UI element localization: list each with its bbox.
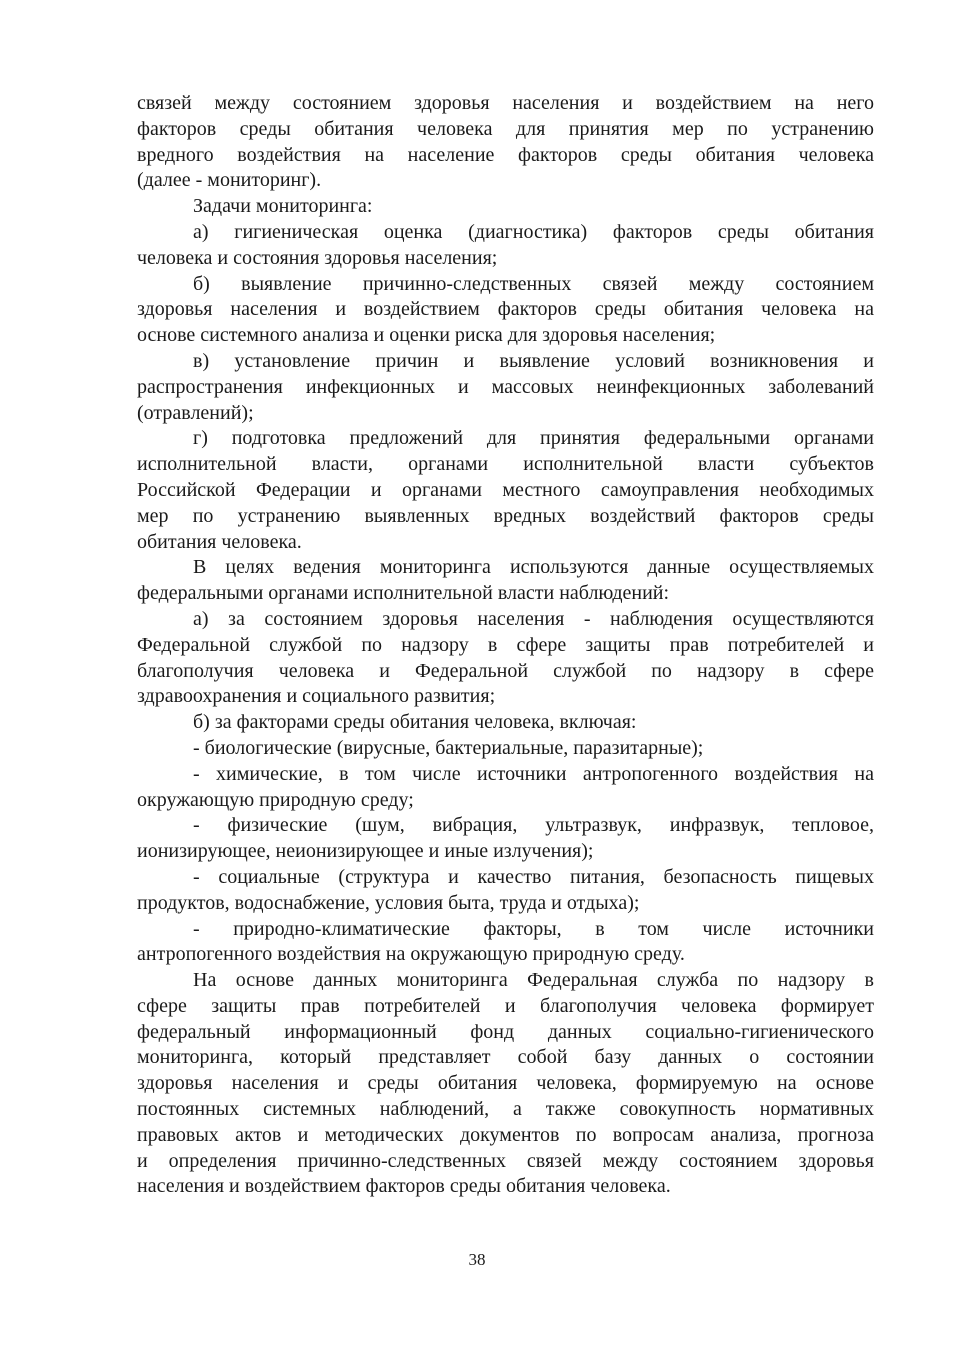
text-line: сфере защиты прав потребителей и благополучия человека формирует — [137, 994, 874, 1017]
paragraph — [137, 349, 874, 426]
text-line: здоровья населения и среды обитания человека, формируемую на основе — [137, 1072, 874, 1095]
text-line: - социальные (структура и качество питания, безопасность пищевых — [193, 865, 874, 888]
paragraph — [137, 917, 874, 969]
text-line: Российской Федерации и органами местного самоуправления необходимых — [137, 478, 874, 501]
text-line: Задачи мониторинга: — [193, 195, 373, 218]
text-line: благополучия человека и Федеральной службой по надзору в сфере — [137, 659, 874, 682]
paragraph — [137, 813, 874, 865]
paragraph — [137, 710, 874, 736]
paragraph — [137, 91, 874, 194]
text-line: и определения причинно-следственных связей между состоянием здоровья — [137, 1149, 874, 1172]
text-line: связей между состоянием здоровья населения и воздействием на него — [137, 92, 874, 114]
text-line: а) гигиеническая оценка (диагностика) факторов среды обитания — [193, 220, 874, 243]
text-line: мер по устранению выявленных вредных воздействий факторов среды — [137, 504, 874, 527]
paragraph — [137, 272, 874, 349]
text-line: постоянных системных наблюдений, а также совокупность нормативных — [137, 1098, 874, 1121]
text-line: (далее - мониторинг). — [137, 169, 322, 192]
text-line: здоровья населения и воздействием факторов среды обитания человека на — [137, 298, 874, 321]
text-line: распространения инфекционных и массовых неинфекционных заболеваний — [137, 375, 874, 398]
text-line: здравоохранения и социального развития; — [137, 685, 496, 708]
text-line: обитания человека. — [137, 530, 302, 553]
text-line: - химические, в том числе источники антропогенного воздействия на — [193, 762, 874, 785]
text-line: б) выявление причинно-следственных связей между состоянием — [193, 272, 874, 295]
paragraph — [137, 194, 874, 220]
text-line: населения и воздействием факторов среды обитания человека. — [137, 1175, 671, 1198]
text-line: исполнительной власти, органами исполнительной власти субъектов — [137, 453, 874, 476]
paragraph — [137, 865, 874, 917]
text-line: а) за состоянием здоровья населения - наблюдения осуществляются — [193, 607, 874, 630]
body-text — [137, 91, 874, 1200]
text-line: правовых актов и методических документов по вопросам анализа, прогноза — [137, 1123, 874, 1146]
text-line: в) установление причин и выявление условий возникновения и — [193, 349, 874, 372]
text-line: продуктов, водоснабжение, условия быта, труда и отдыха); — [137, 891, 640, 914]
text-line: - природно-климатические факторы, в том числе источники — [193, 917, 874, 940]
text-line: На основе данных мониторинга Федеральная служба по надзору в — [193, 969, 874, 992]
text-line: федеральными органами исполнительной власти наблюдений: — [137, 582, 670, 605]
text-line: мониторинга, который представляет собой базу данных о состоянии — [137, 1046, 874, 1069]
text-line: ионизирующее, неионизирующее и иные излучения); — [137, 840, 594, 863]
text-line: антропогенного воздействия на окружающую природную среду. — [137, 943, 685, 966]
paragraph — [137, 426, 874, 555]
paragraph — [137, 968, 874, 1200]
text-line: человека и состояния здоровья населения; — [137, 246, 498, 269]
text-line: основе системного анализа и оценки риска для здоровья населения; — [137, 324, 716, 347]
paragraph — [137, 555, 874, 607]
paragraph — [137, 220, 874, 272]
text-line: г) подготовка предложений для принятия федеральными органами — [193, 427, 874, 450]
text-line: б) за факторами среды обитания человека, включая: — [193, 711, 637, 734]
paragraph — [137, 762, 874, 814]
text-line: вредного воздействия на население факторов среды обитания человека — [137, 143, 874, 166]
text-line: факторов среды обитания человека для принятия мер по устранению — [137, 117, 874, 140]
text-line: Федеральной службой по надзору в сфере защиты прав потребителей и — [137, 633, 874, 656]
text-line: - биологические (вирусные, бактериальные, паразитарные); — [193, 736, 704, 759]
text-line: В целях ведения мониторинга используются данные осуществляемых — [193, 556, 874, 579]
text-line: окружающую природную среду; — [137, 788, 414, 811]
paragraph — [137, 736, 874, 762]
text-line: (отравлений); — [137, 401, 254, 424]
page-number: 38 — [468, 1250, 486, 1269]
paragraph — [137, 607, 874, 710]
text-line: федеральный информационный фонд данных социально-гигиенического — [137, 1020, 874, 1043]
text-line: - физические (шум, вибрация, ультразвук, инфразвук, тепловое, — [193, 814, 874, 837]
